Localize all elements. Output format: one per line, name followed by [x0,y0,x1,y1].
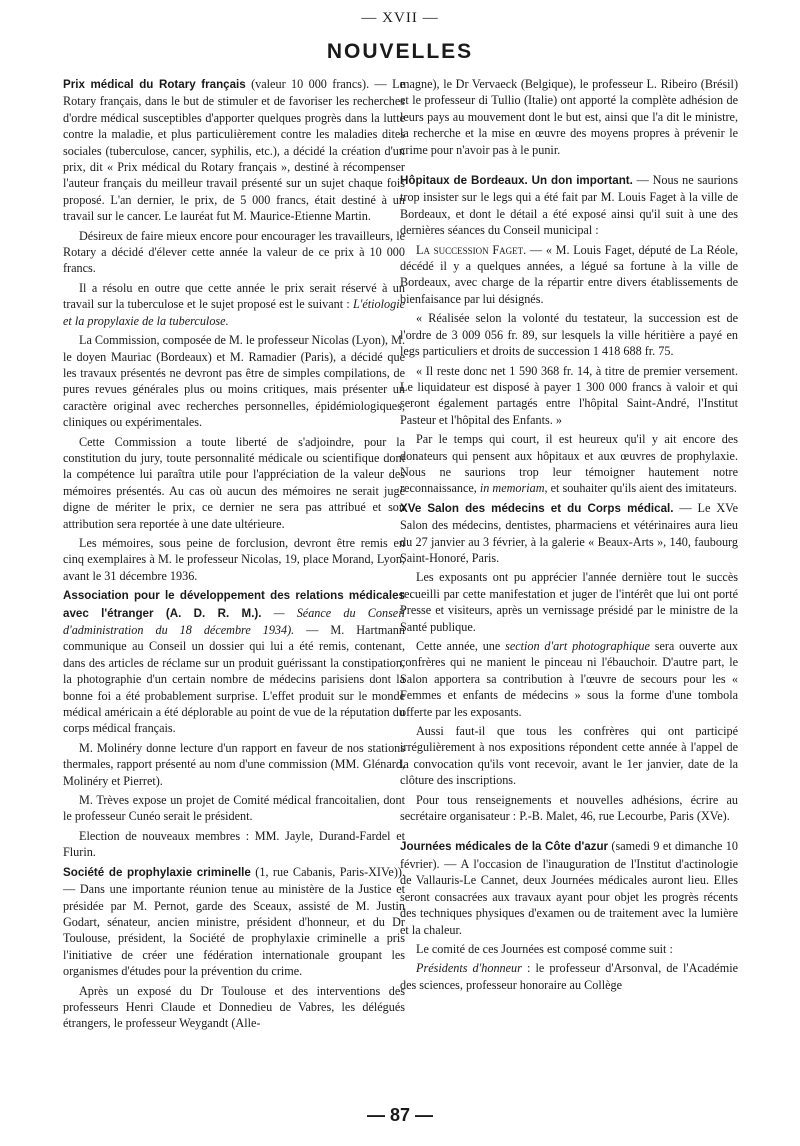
socio-text-1: (1, rue Cabanis, Paris-XIVe)). — Dans une importante réunion tenue au ministère de la Justice et présidée par M. Pernot, garde des Sceaux, assisté de M. Justin Godart, sénateur, ancien ministre, président d'honneur, et du Dr Toulouse, président, la Société de prophylaxie criminelle a pris l'initiative de créer une fédération internationale groupant les organismes d'études pour la prévention du crime. [63,864,406,979]
jmc-text-2: Le comité de ces Journées est composé comme suit : [416,941,673,956]
continued-text: magne), le Dr Vervaeck (Belgique), le professeur L. Ribeiro (Brésil) et le professeur di Tullio (Italie) ont apporté la complète adhésion de leurs pays au mouvement dont le but est, ainsi que l'a dit le ministre, la recherche et la mise en œuvre des moyens propres à prévenir le crime pour n'avoir pas à le punir. [400,77,738,157]
hopitaux-text-1: — Nous ne saurions trop insister sur le legs qui a été fait par M. Louis Faget à la ville de Bordeaux, et dont le détail a été exposé ainsi qu'il suit à une des dernières séances du Conseil municipal : [400,173,738,238]
socio-heading: Société de prophylaxie criminelle [63,865,251,879]
rotary-subject: L'étiologie et la propylaxie de la tuberculose. [63,297,405,328]
socio-text-2: Après un exposé du Dr Toulouse et des interventions des professeurs Henri Claude et Donnedieu de Vabres, les délégués étrangers, le professeur Weygandt (Alle- [63,983,405,1031]
jmc-text-3b: : le professeur d'Arsonval, de l'Académie des sciences, professeur honoraire au Collège [400,961,738,992]
rotary-text-4: La Commission, composée de M. le professeur Nicolas (Lyon), M. le doyen Mauriac (Bordeaux) et M. Ramadier (Paris), a décidé que les travaux présentés ne devront pas être de simples compilations, de pures revues générales plus ou moins critiques, mais présenter un caractère original avec recherches personnelles, épidémiologiques, cliniques ou expérimentales. [63,333,405,430]
roman-page-number: — XVII — [361,10,439,26]
hopitaux-text-2b: — « M. Louis Faget, député de La Réole, décédé il y a quelques années, a légué sa fortune à la ville de Bordeaux, avec charge de la répartir entre divers établissements de bienfaisance par lui désignés. [400,242,739,306]
rotary-text-3 [63,280,405,329]
hopitaux-text-4: « Il reste donc net 1 590 368 fr. 14, à titre de premier versement. Le liquidateur est disposé à payer 1 300 000 francs à valoir et qui seront également partagés entre l'hôpital Saint-André, l'Institut Pasteur et l'hôpital des Enfants. » [400,363,738,427]
rotary-text-5: Cette Commission a toute liberté de s'adjoindre, pour la constitution du jury, toute personnalité médicale ou scientifique dont la compétence lui paraîtra utile pour l'appréciation de la valeur des mémoires présentés. Au cas où aucun des mémoires ne serait jugé digne de mériter le prix, ce dernier ne sera pas attribué et son attribution sera reportée à une date ultérieure. [63,434,405,531]
rotary-text-6: Les mémoires, sous peine de forclusion, devront être remis en cinq exemplaires à M. le professeur Nicolas, 19, place Morand, Lyon, avant le 31 décembre 1936. [63,535,405,583]
hopitaux-text-5a: Par le temps qui court, il est heureux qu'il y ait encore des donateurs qui pensent aux hôpitaux et aux œuvres de prophylaxie. Nous ne saurions trop leur témoigner hautement notre reconnaissance, [400,432,738,496]
adrm-text-1: — M. Hartmann communique au Conseil un dossier qui lui a été remis, contenant, dans des articles de réclame sur un produit guérissant la constipation, la photographie d'un certain nombre de médecins parisiens dont la bonne foi a été probablement surprise. L'effet produit sur le monde médical américain a été déplorable au point de vue de la réputation du corps médical français. [63,623,405,736]
jmc-text-1: (samedi 9 et dimanche 10 février). — A l'occasion de l'inauguration de l'Institut d'actinologie de Vallauris-Le Cannet, deux Journées médicales auront lieu. Elles seront consacrées aux travaux ayant pour objet les progrès récents des techniques physiques d'examen ou de traitement avec la lumière et la chaleur. [400,839,738,937]
section-title: NOUVELLES [326,40,474,63]
salon-text-3b: sera ouverte aux confrères qui ne manient le pinceau ni l'ébauchoir. D'autre part, le Salon apportera sa contribution à l'œuvre de secours pour les « Femmes et enfants de médecins » sous la forme d'une tombola offerte par les exposants. [400,639,739,719]
adrm-text-3: M. Trèves expose un projet de Comité médical francoitalien, dont le professeur Cunéo serait le président. [63,793,405,824]
adrm-text-4: Election de nouveaux membres : MM. Jayle, Durand-Fardel et Flurin. [63,828,405,860]
salon-text-2: Les exposants ont pu apprécier l'année dernière tout le succès recueilli par cette manifestation et juger de l'intérêt que lui ont porté Presse et visiteurs, après un vernissage présidé par le ministre de la Santé publique. [400,570,738,634]
rotary-text-3a: Il a résolu en outre que cette année le prix serait réservé à un travail sur la tuberculose et le sujet proposé est le suivant : [63,280,405,312]
adrm-article [63,587,405,737]
hopitaux-text-5b: , et souhaiter qu'ils aient des imitateurs. [544,481,737,496]
rotary-text-2: Désireux de faire mieux encore pour encourager les travailleurs, le Rotary a décidé d'élever cette année la valeur de ce prix à 10 000 francs. [63,228,405,276]
adrm-text-2: M. Molinéry donne lecture d'un rapport en faveur de nos stations thermales, rapport présenté au nom d'une commission (MM. Glénard, Molinéry et Pierret). [63,740,405,788]
hopitaux-heading: Hôpitaux de Bordeaux. Un don important. [400,174,633,188]
salon-text-5: Pour tous renseignements et nouvelles adhésions, écrire au secrétaire organisateur : P.-B. Malet, 46, rue Lecourbe, Paris (XVe). [400,792,738,824]
hopitaux-text-3: « Réalisée selon la volonté du testateur, la succession est de l'ordre de 3 009 056 fr. 89, sur lesquels la ville héritière a payé en legs particuliers et droits de succession 1 418 688 fr. 75. [400,311,738,359]
salon-text-4: Aussi faut-il que tous les confrères qui ont participé irrégulièrement à nos expositions répondent cette année à l'appel de la convocation qu'ils vont recevoir, avant le 1er janvier, date de la clôture des inscriptions. [400,724,738,788]
hopitaux-text-5 [400,431,738,497]
adrm-heading: Association pour le développement des relations médicales avec l'étranger (A. D. R. M.). [63,589,405,620]
left-column [63,76,405,1035]
photo-section: section d'art photographique [505,639,650,653]
succession-label: La succession Faget. [416,242,527,257]
presidents-label: Présidents d'honneur [416,961,522,976]
salon-text-3 [400,638,738,720]
socio-article [63,864,405,980]
salon-text-1: — Le XVe Salon des médecins, dentistes, pharmaciens et vétérinaires aura lieu du 27 janvier au 3 février, à la galerie « Beaux-Arts », 140, faubourg Saint-Honoré, Paris. [400,500,739,565]
hopitaux-article [400,172,738,239]
jmc-text-3 [400,960,738,993]
jmc-heading: Journées médicales de la Côte d'azur [400,840,609,854]
page-folio: — 87 — [366,1105,434,1125]
rotary-text-1: (valeur 10 000 francs). — Le Rotary français, dans le but de stimuler et de favoriser les recherches d'ordre médical susceptibles d'apporter quelques progrès dans la lutte contre la maladie, et plus particulièrement contre les maladies dites sociales (tuberculose, cancer, syphilis, etc.), a décidé la création d'un prix, dit « Prix médical du Rotary français », destiné à récompenser l'auteur français du meilleur travail présenté sur un sujet chaque fois proposé. L'an dernier, le prix, de 5 000 francs, était destiné à un travail sur le cancer. Le lauréat fut M. Maurice-Etienne Martin. [63,77,405,224]
in-memoriam: in memoriam [479,481,545,496]
rotary-article [63,76,405,225]
salon-article [400,500,738,567]
right-column [400,76,738,996]
salon-text-3a: Cette année, une [416,639,506,653]
rotary-heading: Prix médical du Rotary français [63,78,246,91]
jmc-article [400,838,738,937]
adrm-session: — Séance du Conseil d'administration du 18 décembre 1934). [63,605,405,637]
hopitaux-text-2 [400,242,738,308]
salon-heading: XVe Salon des médecins et du Corps médical. [400,501,674,515]
